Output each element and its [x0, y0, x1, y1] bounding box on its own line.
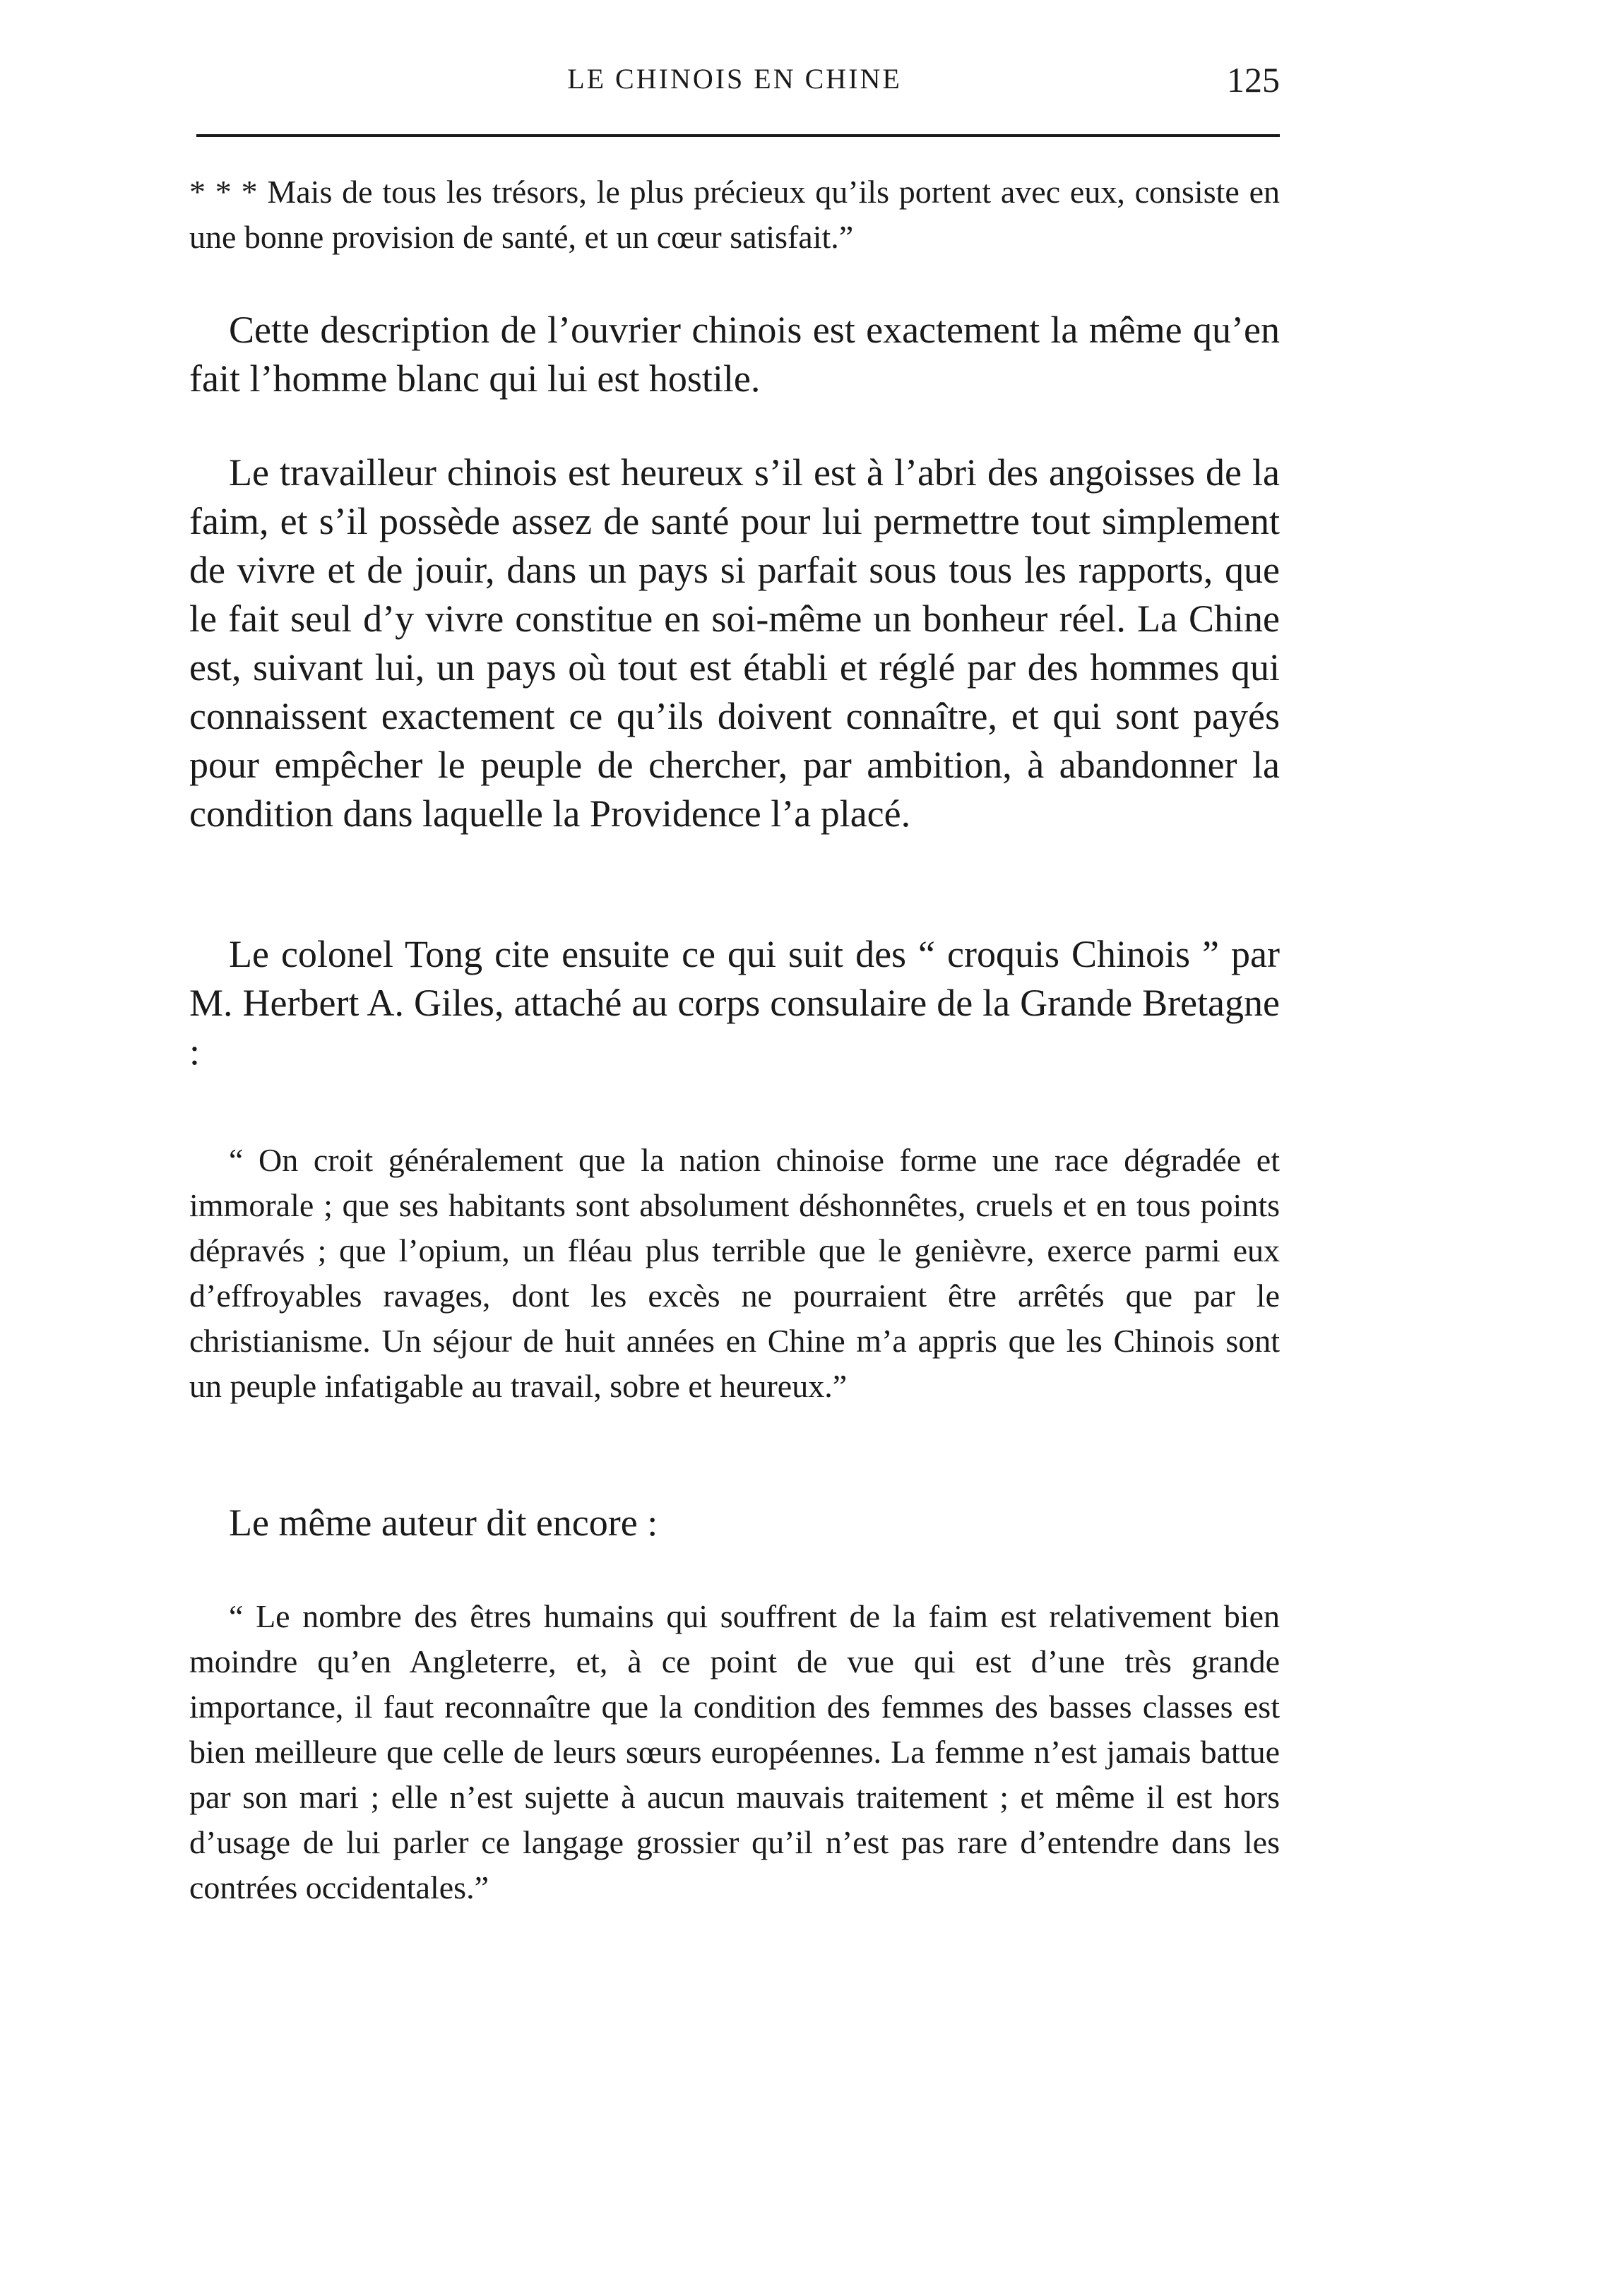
paragraph-giles-quote-1: “ On croit généralement que la nation chinoise forme une race dégradée et immorale ; que ses habitants sont absolument déshonnêtes, cruels et en tous points dépravés ; que l’opium, un fléau plus terrible que le genièvre, exerce parmi eux d’effroyables ravages, dont les excès ne pourraient être arrêtés que par le christianisme. Un séjour de huit années en Chine m’a appris que les Chinois sont un peuple infatigable au travail, sobre et heureux.”: [189, 1142, 1280, 1404]
running-title: LE CHINOIS EN CHINE: [567, 63, 902, 95]
page-number: 125: [1227, 60, 1280, 100]
paragraph-description: Cette description de l’ouvrier chinois est exactement la même qu’en fait l’homme blanc qui lui est hostile.: [189, 309, 1280, 400]
book-page: [189, 0, 1280, 2296]
paragraph-chinese-worker: Le travailleur chinois est heureux s’il est à l’abri des angoisses de la faim, et s’il possède assez de santé pour lui permettre tout simplement de vivre et de jouir, dans un pays si parfait sous tous les rapports, que le fait seul d’y vivre constitue en soi-même un bonheur réel. La Chine est, suivant lui, un pays où tout est établi et réglé par des hommes qui connaissent exactement ce qu’ils doivent connaître, et qui sont payés pour empêcher le peuple de chercher, par ambition, à abandonner la condition dans laquelle la Providence l’a placé.: [189, 451, 1280, 835]
running-head: [189, 62, 1280, 105]
paragraph-quote-continuation: * * * Mais de tous les trésors, le plus précieux qu’ils portent avec eux, consiste en une bonne provision de santé, et un cœur satisfait.”: [189, 174, 1280, 255]
paragraph-same-author: Le même auteur dit encore :: [229, 1501, 658, 1544]
header-rule: [196, 134, 1280, 137]
paragraph-colonel-tong: Le colonel Tong cite ensuite ce qui suit des “ croquis Chinois ” par M. Herbert A. Giles, attaché au corps consulaire de la Grande Bretagne :: [189, 933, 1280, 1073]
paragraph-giles-quote-2: “ Le nombre des êtres humains qui souffrent de la faim est relativement bien moindre qu’en Angleterre, et, à ce point de vue qui est d’une très grande importance, il faut reconnaître que la condition des femmes des basses classes est bien meilleure que celle de leurs sœurs européennes. La femme n’est jamais battue par son mari ; elle n’est sujette à aucun mauvais traitement ; et même il est hors d’usage de lui parler ce langage grossier qu’il n’est pas rare d’entendre dans les contrées occidentales.”: [189, 1598, 1280, 1905]
